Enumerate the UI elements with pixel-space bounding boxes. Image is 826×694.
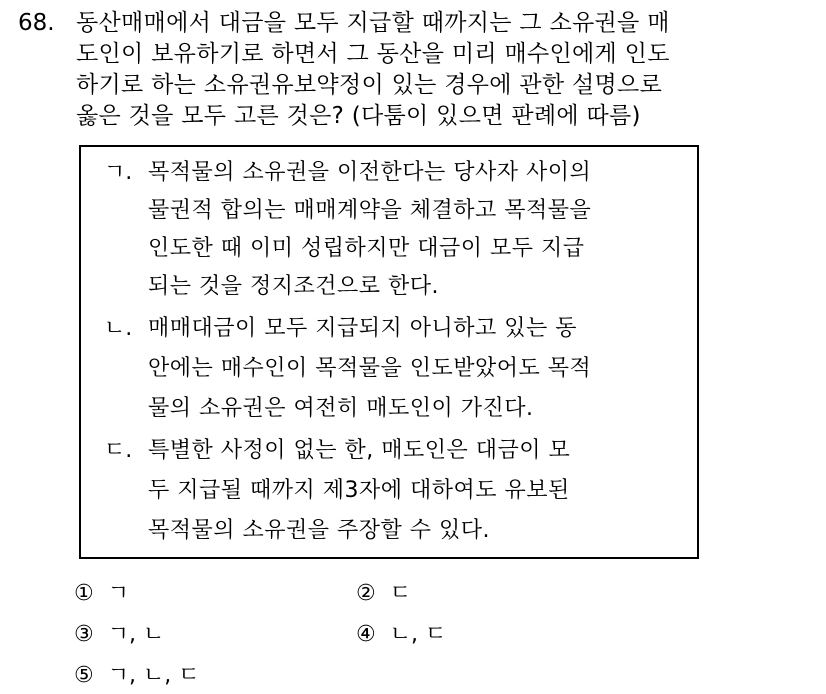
statement-marker: ㄴ. bbox=[104, 316, 133, 341]
statement-line: 물권적 합의는 매매계약을 체결하고 목적물을 bbox=[148, 198, 592, 223]
statement-line: 인도한 때 이미 성립하지만 대금이 모두 지급 bbox=[148, 236, 585, 261]
statement-line: 목적물의 소유권을 주장할 수 있다. bbox=[148, 518, 490, 543]
question-line: 옳은 것을 모두 고른 것은? (다툼이 있으면 판례에 따름) bbox=[76, 103, 641, 129]
option-text: ㄱ, ㄴ bbox=[107, 622, 165, 647]
option-number: ② bbox=[356, 581, 376, 606]
question-line: 동산매매에서 대금을 모두 지급할 때까지는 그 소유권을 매 bbox=[76, 10, 670, 36]
statement-line: 되는 것을 정지조건으로 한다. bbox=[148, 274, 439, 299]
option-number: ⑤ bbox=[74, 663, 94, 688]
answer-option-3[interactable] bbox=[74, 620, 164, 650]
answer-option-1[interactable] bbox=[74, 579, 129, 609]
statement-line: 물의 소유권은 여전히 매도인이 가진다. bbox=[148, 396, 534, 421]
statement-marker: ㄷ. bbox=[104, 438, 133, 463]
statement-line: 매매대금이 모두 지급되지 아니하고 있는 동 bbox=[148, 316, 578, 341]
option-text: ㄷ bbox=[389, 581, 411, 606]
answer-option-5[interactable] bbox=[74, 661, 199, 691]
option-number: ④ bbox=[356, 622, 376, 647]
statement-marker: ㄱ. bbox=[104, 160, 133, 185]
option-number: ① bbox=[74, 581, 94, 606]
answer-option-4[interactable] bbox=[356, 620, 446, 650]
question-number: 68. bbox=[18, 10, 55, 36]
statement-line: 안에는 매수인이 목적물을 인도받았어도 목적 bbox=[148, 356, 592, 381]
question-line: 하기로 하는 소유권유보약정이 있는 경우에 관한 설명으로 bbox=[76, 72, 663, 98]
statement-line: 목적물의 소유권을 이전한다는 당사자 사이의 bbox=[148, 160, 592, 185]
statement-line: 두 지급될 때까지 제3자에 대하여도 유보된 bbox=[148, 478, 570, 503]
option-text: ㄴ, ㄷ bbox=[389, 622, 447, 647]
answer-option-2[interactable] bbox=[356, 579, 411, 609]
option-text: ㄱ, ㄴ, ㄷ bbox=[107, 663, 200, 688]
statement-line: 특별한 사정이 없는 한, 매도인은 대금이 모 bbox=[148, 438, 571, 463]
option-number: ③ bbox=[74, 622, 94, 647]
question-line: 도인이 보유하기로 하면서 그 동산을 미리 매수인에게 인도 bbox=[76, 41, 670, 67]
option-text: ㄱ bbox=[107, 581, 129, 606]
